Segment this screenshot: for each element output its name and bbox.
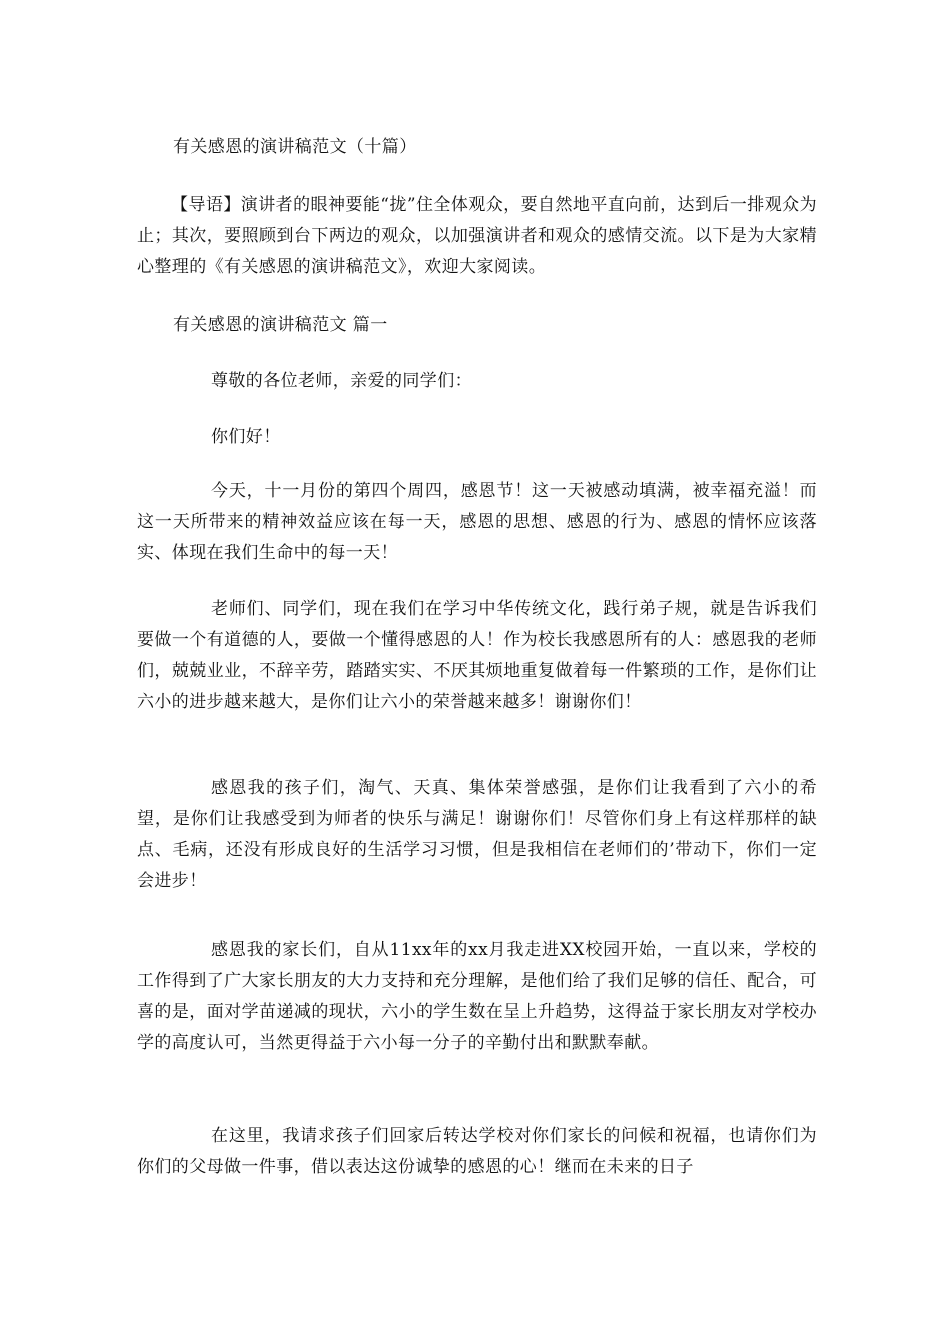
paragraph-request: 在这里，我请求孩子们回家后转达学校对你们家长的问候和祝福，也请你们为你们的父母做一件事，借以表达这份诚挚的感恩的心！继而在未来的日子 xyxy=(137,1126,817,1177)
paragraph-children: 感恩我的孩子们，淘气、天真、集体荣誉感强，是你们让我看到了六小的希望，是你们让我感受到为师者的快乐与满足！谢谢你们！尽管你们身上有这样那样的缺点、毛病，还没有形成良好的生活学习习惯，但是我相信在老师们的’带动下，你们一定会进步！ xyxy=(137,778,817,891)
salutation: 尊敬的各位老师，亲爱的同学们： xyxy=(211,371,472,391)
section-heading: 有关感恩的演讲稿范文 篇一 xyxy=(173,315,388,335)
paragraph-parents: 感恩我的家长们，自从11xx年的xx月我走进XX校园开始，一直以来，学校的工作得到了广大家长朋友的大力支持和充分理解，是他们给了我们足够的信任、配合，可喜的是，面对学苗递减的现状，六小的学生数在呈上升趋势，这得益于家长朋友对学校办学的高度认可，当然更得益于六小每一分子的辛勤付出和默默奉献。 xyxy=(137,940,817,1053)
paragraph-thanksgiving-day: 今天，十一月份的第四个周四，感恩节！这一天被感动填满，被幸福充溢！而这一天所带来的精神效益应该在每一天，感恩的思想、感恩的行为、感恩的情怀应该落实、体现在我们生命中的每一天！ xyxy=(137,481,817,563)
document-title: 有关感恩的演讲稿范文（十篇） xyxy=(173,137,417,157)
greeting: 你们好！ xyxy=(211,427,281,447)
paragraph-teachers: 老师们、同学们，现在我们在学习中华传统文化，践行弟子规，就是告诉我们要做一个有道德的人，要做一个懂得感恩的人！作为校长我感恩所有的人：感恩我的老师们，兢兢业业，不辞辛劳，踏踏实实、不厌其烦地重复做着每一件繁琐的工作，是你们让六小的进步越来越大，是你们让六小的荣誉越来越多！谢谢你们！ xyxy=(137,599,817,712)
intro-paragraph: 【导语】演讲者的眼神要能“拢”住全体观众，要自然地平直向前，达到后一排观众为止；其次，要照顾到台下两边的观众，以加强演讲者和观众的感情交流。以下是为大家精心整理的《有关感恩的演讲稿范文》，欢迎大家阅读。 xyxy=(137,195,817,277)
